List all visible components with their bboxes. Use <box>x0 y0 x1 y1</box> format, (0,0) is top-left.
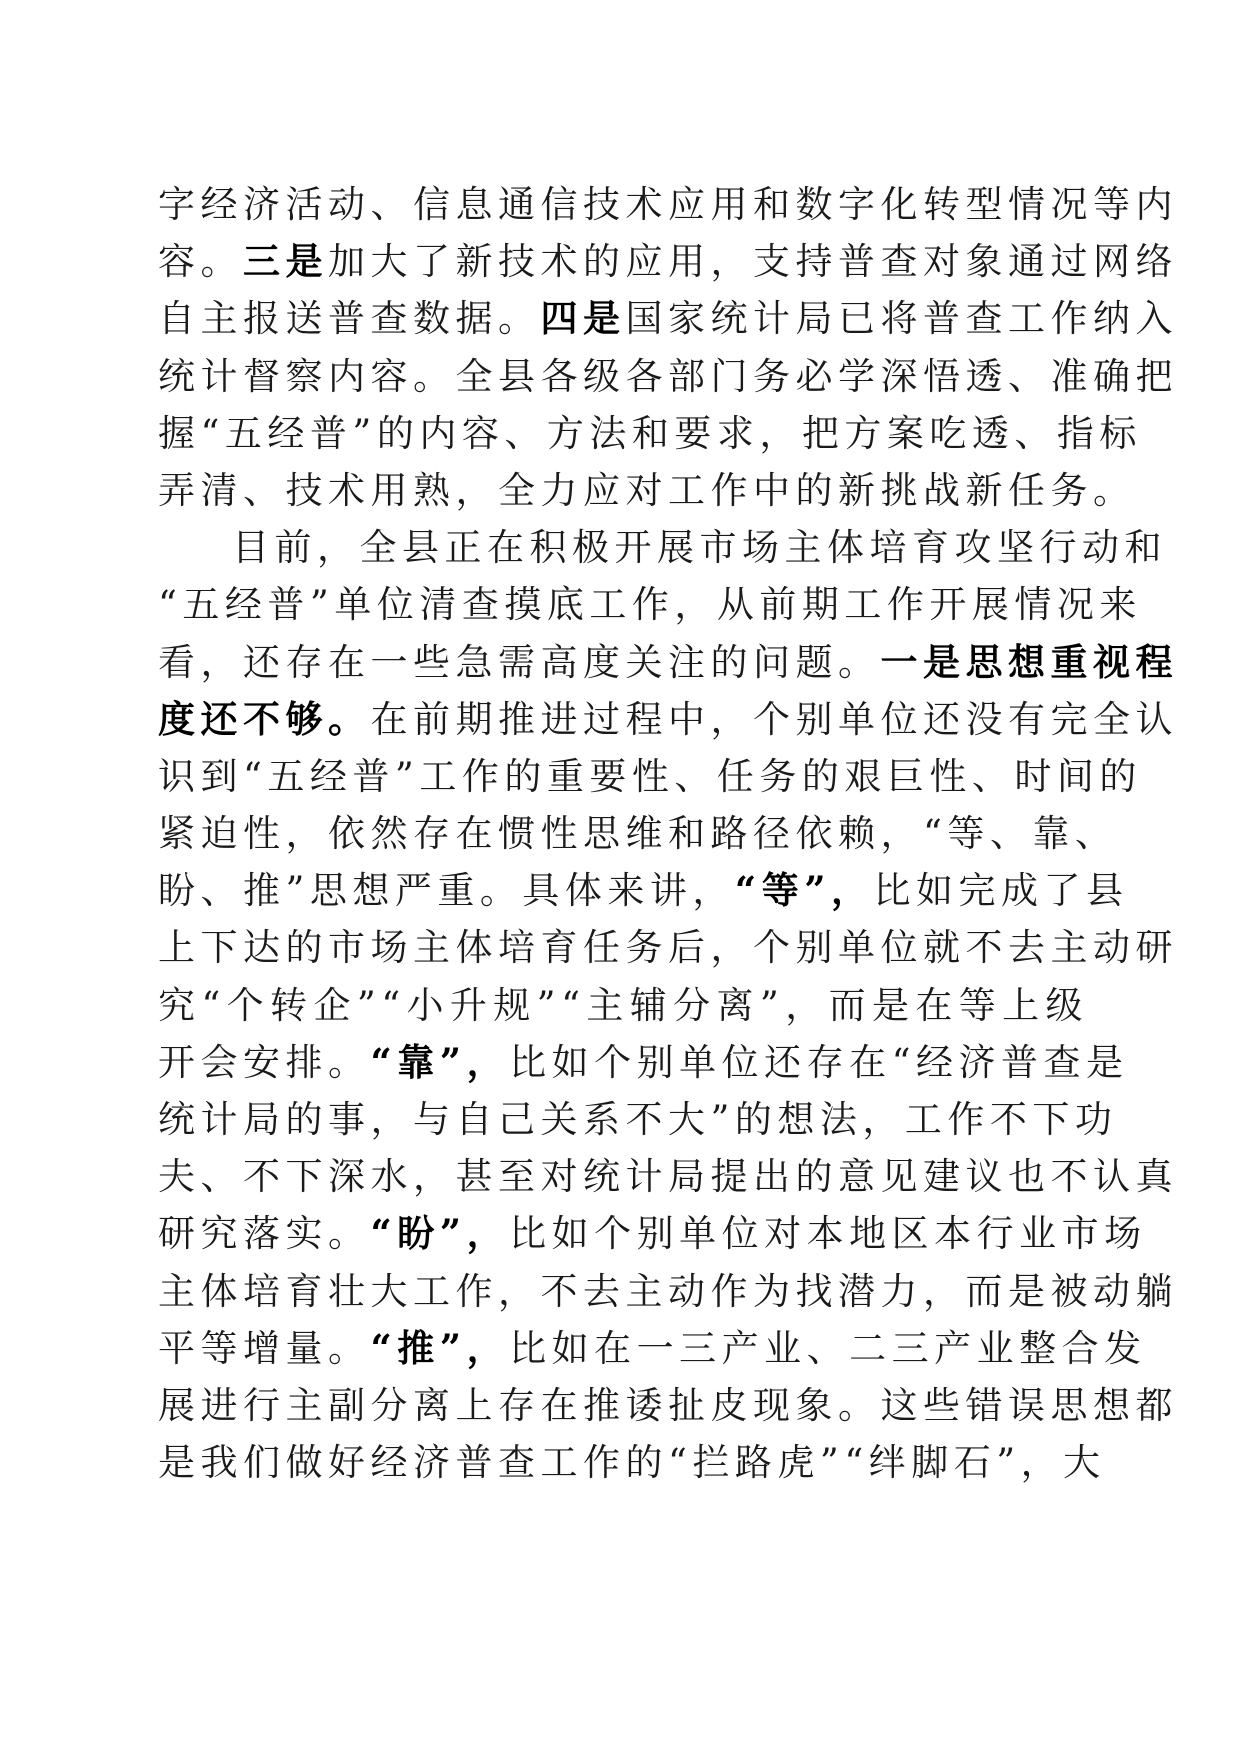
text-segment: 容。 <box>158 240 243 284</box>
text-segment: 盼、推”思想严重。具体来讲， <box>158 869 735 913</box>
bold-text-segment: “等”， <box>734 868 874 913</box>
bold-text-segment: 度还不够。 <box>158 696 371 741</box>
text-segment: 开会安排。 <box>158 1040 371 1084</box>
text-line <box>158 1148 1178 1205</box>
text-line <box>158 233 1178 290</box>
text-line <box>158 634 1178 691</box>
text-line <box>158 977 1088 1034</box>
text-segment: 上下达的市场主体培育任务后，个别单位就不去主动研 <box>158 926 1178 970</box>
text-segment: 在前期推进过程中，个别单位还没有完全认 <box>370 697 1178 741</box>
text-line <box>158 805 1118 862</box>
text-segment: 统计督察内容。全县各级各部门务必学深悟透、准确把 <box>158 354 1178 398</box>
text-segment: 国家统计局已将普查工作纳入 <box>625 297 1178 341</box>
text-line <box>158 919 1178 976</box>
text-line <box>158 1091 1118 1148</box>
bold-text-segment: 一是思想重视程 <box>880 639 1178 684</box>
bold-text-segment: “推”， <box>370 1325 510 1370</box>
text-segment: 究“个转企”“小升规”“主辅分离”，而是在等上级 <box>158 983 1088 1027</box>
text-segment: 比如个别单位还存在“经济普查是 <box>509 1040 1129 1084</box>
text-segment: 展进行主副分离上存在推诿扯皮现象。这些错误思想都 <box>158 1383 1178 1427</box>
text-segment: 比如在一三产业、二三产业整合发 <box>509 1326 1147 1370</box>
text-line <box>158 1205 1147 1262</box>
text-line <box>158 1377 1178 1434</box>
text-segment: 握“五经普”的内容、方法和要求，把方案吃透、指标 <box>158 411 1142 455</box>
text-segment: 比如个别单位对本地区本行业市场 <box>509 1212 1147 1256</box>
bold-text-segment: “盼”， <box>370 1211 510 1256</box>
text-line <box>158 348 1178 405</box>
text-line <box>158 748 1142 805</box>
text-segment: 夫、不下深水，甚至对统计局提出的意见建议也不认真 <box>158 1155 1178 1199</box>
text-segment: 看，还存在一些急需高度关注的问题。 <box>158 640 881 684</box>
text-line <box>158 290 1178 347</box>
text-segment: 识到“五经普”工作的重要性、任务的艰巨性、时间的 <box>158 754 1142 798</box>
text-segment: 自主报送普查数据。 <box>158 297 541 341</box>
text-line <box>158 1320 1147 1377</box>
text-segment: 紧迫性，依然存在惯性思维和路径依赖，“等、靠、 <box>158 812 1118 856</box>
text-segment: 加大了新技术的应用，支持普查对象通过网络 <box>328 240 1178 284</box>
paragraph-end-line <box>158 462 1136 519</box>
text-line <box>158 862 1129 919</box>
text-segment: 主体培育壮大工作，不去主动作为找潜力，而是被动躺 <box>158 1269 1178 1313</box>
text-segment: 是我们做好经济普查工作的“拦路虎”“绊脚石”，大 <box>158 1441 1106 1485</box>
text-segment: 目前，全县正在积极开展市场主体培育攻坚行动和 <box>232 526 1167 570</box>
text-segment: 弄清、技术用熟，全力应对工作中的新挑战新任务。 <box>158 468 1136 512</box>
text-segment: 字经济活动、信息通信技术应用和数字化转型情况等内 <box>158 183 1178 226</box>
text-segment: 比如完成了县 <box>873 869 1129 913</box>
text-line <box>158 176 1178 233</box>
text-line <box>158 576 1142 633</box>
text-line <box>158 405 1142 462</box>
text-line <box>158 1034 1129 1091</box>
text-segment: 研究落实。 <box>158 1212 371 1256</box>
text-line <box>158 1263 1178 1320</box>
bold-text-segment: 四是 <box>540 296 626 341</box>
text-line <box>158 1434 1106 1491</box>
text-segment: 平等增量。 <box>158 1326 371 1370</box>
text-line <box>158 691 1178 748</box>
bold-text-segment: “靠”， <box>370 1039 510 1084</box>
body-text <box>158 176 1178 1491</box>
text-segment: 统计局的事，与自己关系不大”的想法，工作不下功 <box>158 1098 1118 1141</box>
paragraph-start-line <box>158 519 1167 576</box>
bold-text-segment: 三是 <box>243 239 328 284</box>
text-segment: “五经普”单位清查摸底工作，从前期工作开展情况来 <box>158 583 1142 627</box>
